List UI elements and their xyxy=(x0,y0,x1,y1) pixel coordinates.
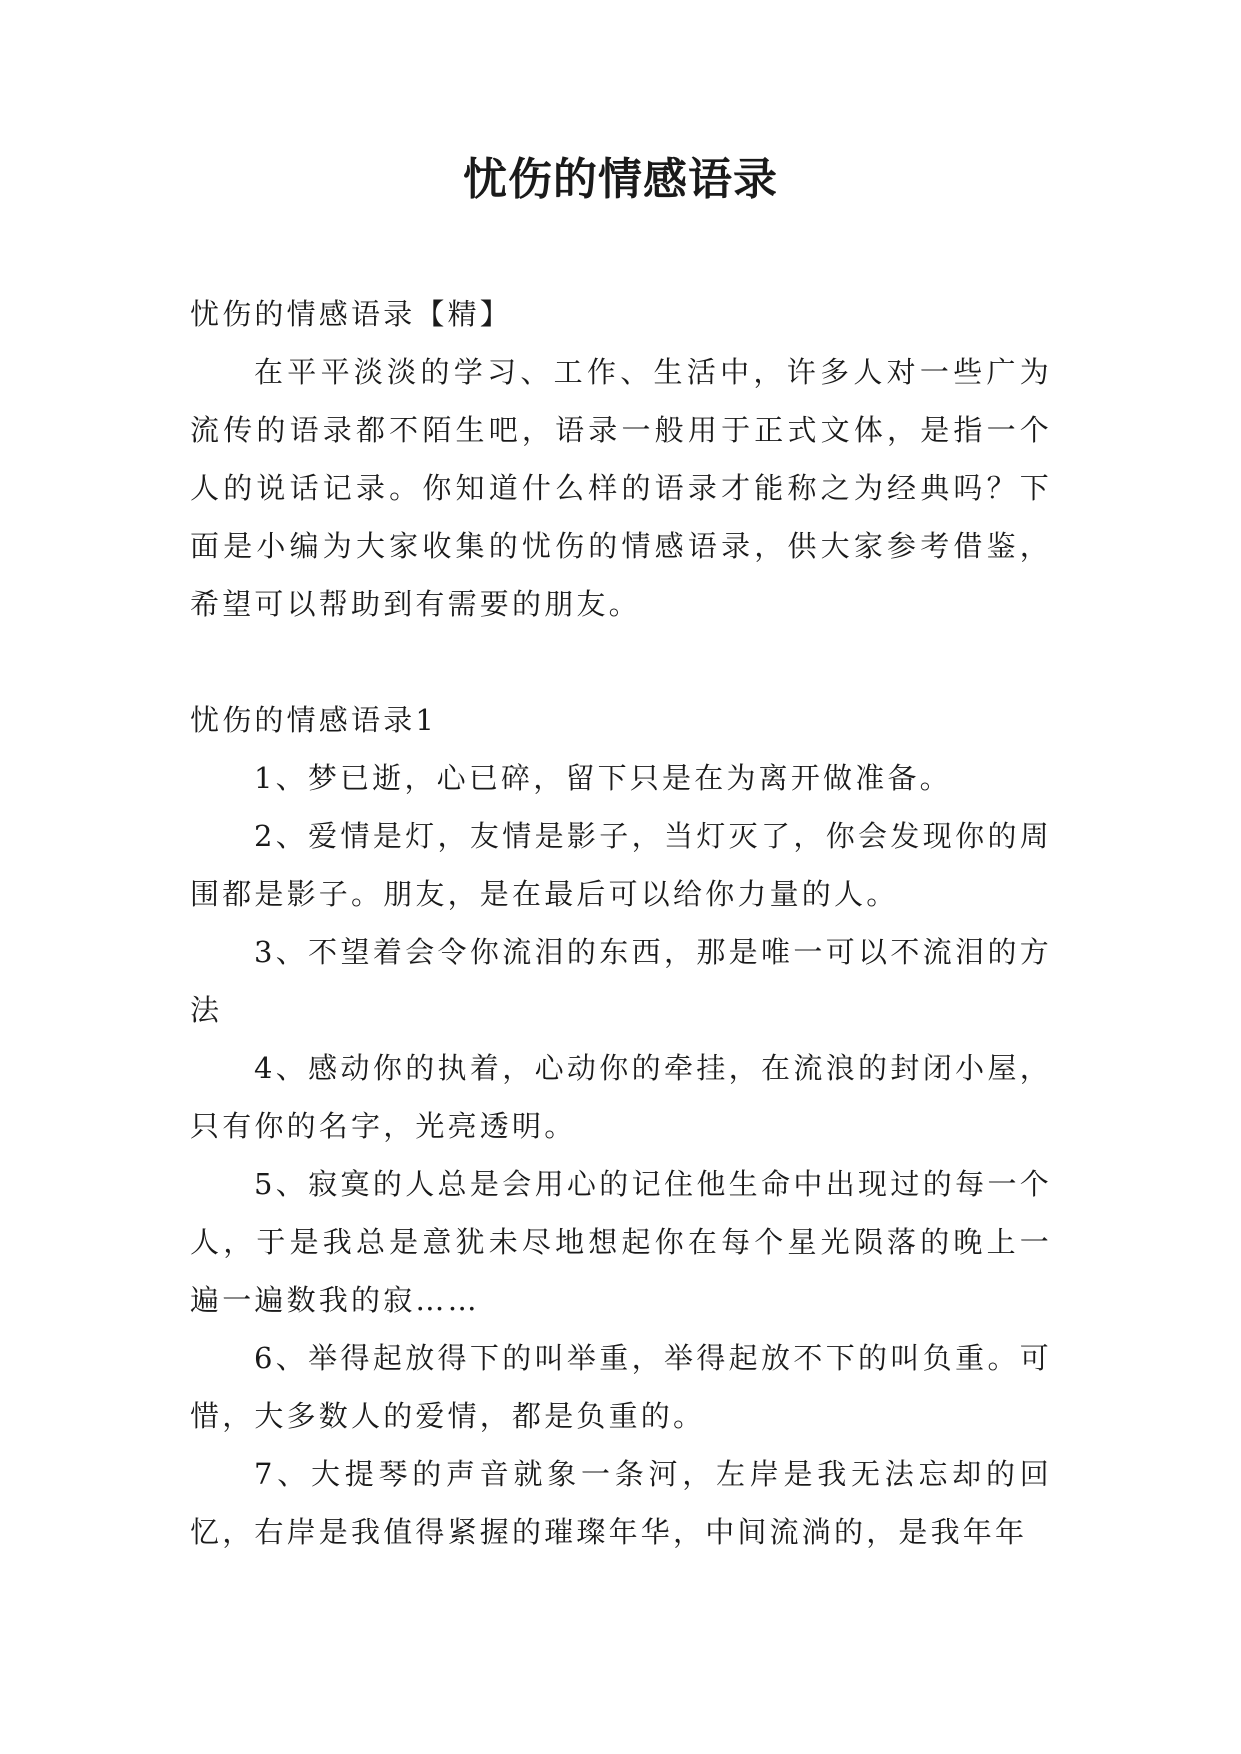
quote-item: 1、梦已逝，心已碎，留下只是在为离开做准备。 xyxy=(254,761,952,795)
document-subtitle: 忧伤的情感语录【精】 xyxy=(190,297,513,331)
quote-item: 4、感动你的执着，心动你的牵挂，在流浪的封闭小屋，只有你的名字，光亮透明。 xyxy=(190,1051,1052,1143)
quote-item: 6、举得起放得下的叫举重，举得起放不下的叫负重。可惜，大多数人的爱情，都是负重的。 xyxy=(190,1341,1052,1433)
quote-item: 7、大提琴的声音就象一条河，左岸是我无法忘却的回忆，右岸是我值得紧握的璀璨年华，中间流淌的，是我年年 xyxy=(190,1457,1052,1549)
quote-item: 5、寂寞的人总是会用心的记住他生命中出现过的每一个人，于是我总是意犹未尽地想起你在每个星光陨落的晚上一遍一遍数我的寂…… xyxy=(190,1167,1052,1317)
intro-paragraph: 在平平淡淡的学习、工作、生活中，许多人对一些广为流传的语录都不陌生吧，语录一般用于正式文体，是指一个人的说话记录。你知道什么样的语录才能称之为经典吗？下面是小编为大家收集的忧伤的情感语录，供大家参考借鉴，希望可以帮助到有需要的朋友。 xyxy=(190,355,1052,621)
document-title: 忧伤的情感语录 xyxy=(463,154,778,205)
paragraph-spacer xyxy=(190,633,1052,691)
document-body xyxy=(190,285,1052,1561)
quote-item: 2、爱情是灯，友情是影子，当灯灭了，你会发现你的周围都是影子。朋友，是在最后可以给你力量的人。 xyxy=(190,819,1052,911)
quote-item: 3、不望着会令你流泪的东西，那是唯一可以不流泪的方法 xyxy=(190,935,1052,1027)
section-heading: 忧伤的情感语录1 xyxy=(190,703,438,737)
